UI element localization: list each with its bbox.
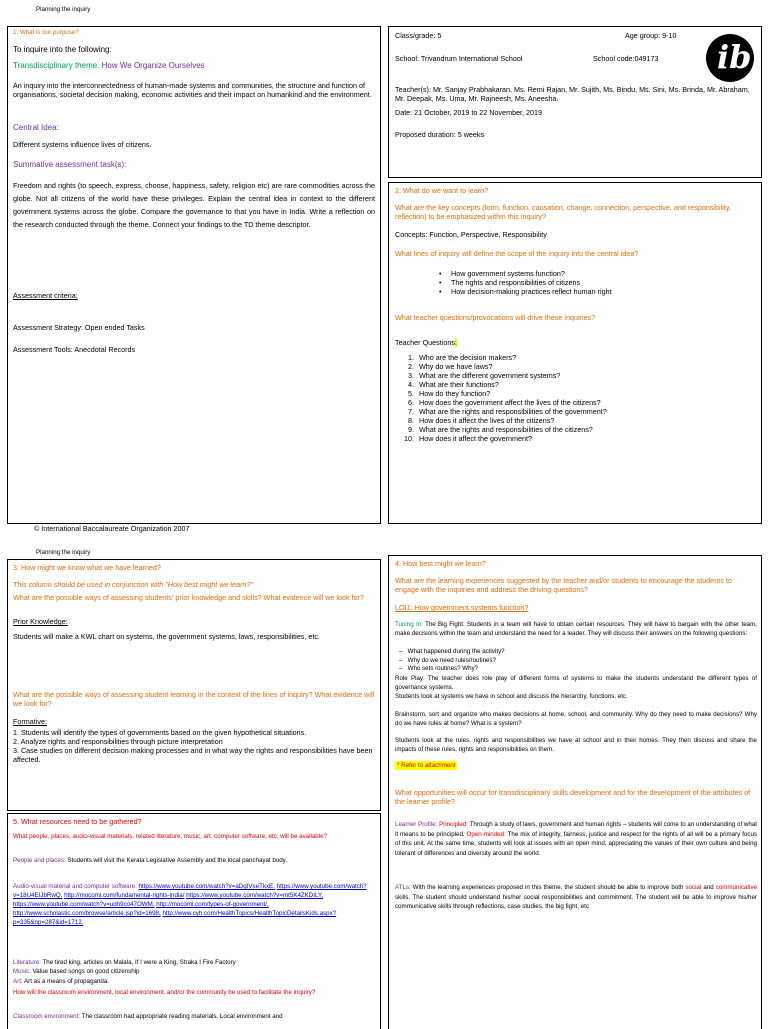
purpose-box <box>7 26 381 524</box>
atl-skills: ATLs: With the learning experiences proposed in this theme, the student should be able to improve both social and communicative skills. The student should understand his/her social responsibilities and commitment. The student will be able to improve his/her communicative skills through reflections, case studies, the big fight, etc <box>395 884 757 910</box>
section-heading: 5. What resources need to be gathered? <box>13 817 142 826</box>
resource-link[interactable]: http://mocomi.com/fundamental-rights-india/ <box>64 892 185 899</box>
resource-link[interactable]: https://www.youtube.com/watch?v=udh9co47OWM, <box>13 901 155 908</box>
section-heading: 1. What is our purpose? <box>13 29 79 36</box>
teacher-questions-prompt: What teacher questions/provocations will drive these inquiries? <box>395 313 596 322</box>
resources-question: What people, places, audio-visual materials, related literature, music, art, computer software, etc, will be available? <box>13 833 327 840</box>
list-item: 3. Case studies on different decision making processes and in what way the rights and responsibilities have been affected. <box>13 746 373 764</box>
theme-label: Transdisciplinary theme: <box>13 61 100 70</box>
list-item: 1. Who are the decision makers? <box>408 353 517 362</box>
resource-link[interactable]: http://www.scholastic.com/browse/article.jsp?id=1698, <box>13 910 161 917</box>
list-item: 2. Analyze rights and responsibilities through picture interpretation <box>13 737 223 746</box>
summative-label: Summative assessment task(s): <box>13 160 127 169</box>
learn-box <box>388 182 762 524</box>
tuning-in: Tuning In: The Big Fight: Students in a team will have to obtain certain resources. They will have to bargain with the other team, make decisions within the team and understand the need for a leader. They will discuss their answers on the following questions: <box>395 621 757 637</box>
music: Music: Value based songs on good citizenship <box>13 968 140 975</box>
av-label: Audio-visual material and computer software: <box>13 883 137 890</box>
central-idea: Different systems influence lives of citizens. <box>13 140 152 149</box>
lines-of-inquiry-question: What lines of inquiry will define the scope of the inquiry into the central idea? <box>395 249 639 258</box>
theme-description: An inquiry into the interconnectedness of human-made systems and communities, the structure and function of organisations, societal decision making, economic activities and their impact on humankind and the environment. <box>13 81 372 99</box>
list-item: 6. How does the government affect the lives of the citizens? <box>408 398 601 407</box>
proposed-duration: Proposed duration: 5 weeks <box>395 130 485 139</box>
resource-link[interactable]: https://www.youtube.com/watch?v=mt5K4ZKDILY, <box>186 892 324 899</box>
list-item: 8. How does it affect the lives of the citizens? <box>408 416 555 425</box>
lines-of-inquiry-list <box>439 269 749 296</box>
tq-colon: : <box>454 338 457 347</box>
people-places <box>13 856 375 865</box>
resource-link[interactable]: https://www.youtube.com/watch?v=18U4EIJbRwQ, <box>13 883 367 899</box>
rules-discussion: Students look at the rules, rights and responsibilities we have at school and in their homes. They then discuss and share the impacts of these rules, rights and responsibilities on them. <box>395 737 757 753</box>
concepts: Concepts: Function, Perspective, Responsibility <box>395 230 547 239</box>
list-item: • The rights and responsibilities of citizens <box>439 278 749 287</box>
resource-link[interactable]: http://www.cyh.com/HealthTopics/HealthTopicDetailsKids.aspx?p=335&np=287&id=1712. <box>13 910 337 926</box>
teacher-questions-label <box>395 338 457 347</box>
refer-attachment: * Refer to attachment <box>397 762 456 769</box>
teachers: Teacher(s): Mr. Sanjay Prabhakaran, Ms. Remi Rajan, Mr. Sujith, Ms. Bindu, Ms. Sini, Ms. Brinda, Mr. Abraham, Mr. Deepak, Ms. Uma, Mr. Rajneesh, Ms. Aneesha. <box>395 85 750 103</box>
section-heading: 3. How might we know what we have learned? <box>13 563 161 572</box>
assessing-learning-question: What are the possible ways of assessing student learning in the context of the lines of inquiry? What evidence will we look for? <box>13 690 375 708</box>
page-header: Planning the inquiry <box>36 549 91 556</box>
people-text: Students will visit the Kerala Legislative Assembly and the local panchayat body. <box>67 857 288 864</box>
list-item: 3. What are the different government systems? <box>408 371 561 380</box>
discussion-questions <box>399 648 739 674</box>
conjunction-note: This column should be used in conjunction with "How best might we learn?" <box>13 580 254 589</box>
page-header: Planning the inquiry <box>36 6 91 13</box>
brainstorm: Brainstorm, sort and organize who makes decisions at home, school, and community. Why do they need to make decisions? Why do we have rules at home? What is a system? <box>395 711 757 727</box>
formative-label: Formative: <box>13 717 47 726</box>
school-code: School code:049173 <box>593 54 659 63</box>
audio-visual <box>13 882 375 927</box>
role-play: Role Play: The teacher does role play of different forms of systems to make the students understand the different types of governance systems. <box>395 675 757 691</box>
date: Date: 21 October, 2019 to 22 November, 2019 <box>395 108 543 117</box>
list-item: • How government systems function? <box>439 269 749 278</box>
summative-task: Freedom and rights (to speech, express, choose, happiness, safety, religion etc) are rare commodities across the globe. Not all citizens of the world have these privileges. Explain the central idea in context to the different government systems across the globe. Compare the governance to that you have in India. Write a reflection on the research conducted through the theme. Connect your findings to the TD theme descriptor. <box>13 181 375 229</box>
learn-best-box <box>388 555 762 1029</box>
prior-knowledge-question: What are the possible ways of assessing students' prior knowledge and skills? What evidence will we look for? <box>13 593 364 602</box>
art: Art: Art as a means of propaganda. <box>13 978 109 985</box>
loi-heading: LOI1: How government systems function? <box>395 603 529 612</box>
list-item: 7. What are the rights and responsibilities of the government? <box>408 407 607 416</box>
learning-experiences-question: What are the learning experiences suggested by the teacher and/or students to encourage the students to engage with the inquiries and address the driving questions? <box>395 576 732 594</box>
assessment-strategy: Assessment Strategy: Open ended Tasks <box>13 323 145 332</box>
section-heading: 2. What do we want to learn? <box>395 186 489 195</box>
opportunities-question: What opportunities will occur for transdisciplinary skills development and for the development of the attributes of the learner profile? <box>395 788 751 806</box>
ib-logo-text: ib <box>717 38 752 76</box>
resources-box <box>7 813 381 1029</box>
school-name: School: Trivandrum International School <box>395 54 523 63</box>
assessment-criteria: Assessment criteria: <box>13 291 78 300</box>
central-idea-label: Central Idea: <box>13 123 59 132</box>
teacher-questions-list <box>397 353 747 443</box>
section-heading: 4. How best might we learn? <box>395 559 486 568</box>
learner-profile: Learner Profile: Principled: Through a study of laws, government and human rights – students will come to an understanding of what it means to be principled. Open-minded: The mix of integrity, fairness, justice and respect for the rights of all will be a primary focus of this unit. At the same time, students will look at issues with an open mind, appreciating the values of their own culture and being tolerant of differences and diversity around the world. <box>395 821 757 857</box>
age-group: Age group: 9-10 <box>625 31 677 40</box>
key-concepts-question: What are the key concepts (form, function, causation, change, connection, perspective, and responsibility, reflection) to be emphasized within this inquiry? <box>395 203 731 221</box>
list-item: 9. What are the rights and responsibilities of the citizens? <box>408 425 593 434</box>
ib-logo <box>706 34 754 82</box>
literature: Literature: The tired king, articles on Malala, If I were a King, Straka I Fire Factory <box>13 959 236 966</box>
list-item: 10. How does it affect the government? <box>404 434 532 443</box>
class-grade: Class/grade: 5 <box>395 31 442 40</box>
systems-in-school: Students look at systems we have in school and discuss the hierarchy, functions, etc. <box>395 693 628 700</box>
tq-label: Teacher Questions <box>395 338 455 347</box>
prior-knowledge-label: Prior Knowledge: <box>13 617 68 626</box>
list-item: – Who sets routines? Why? <box>399 665 479 672</box>
list-item: – Why do we need rules/routines? <box>399 656 497 664</box>
resource-link[interactable]: https://www.youtube.com/watch?v=aDgIVseTkxE, <box>138 883 275 890</box>
formative-list <box>13 728 375 764</box>
theme-value: How We Organize Ourselves <box>101 61 205 70</box>
list-item: 4. What are their functions? <box>408 380 499 389</box>
people-label: People and places: <box>13 857 66 864</box>
copyright-footer: © International Baccalaureate Organization 2007 <box>34 524 190 533</box>
list-item: 1. Students will identify the types of governments based on the given hypothetical situations. <box>13 728 307 737</box>
list-item: 2. Why do we have laws? <box>408 362 493 371</box>
list-item: • How decision-making practices reflect human right <box>439 287 749 296</box>
list-item: – What happened during the activity? <box>399 648 505 655</box>
classroom-environment: Classroom environment: The classroom had appropriate reading materials. Local environment and <box>13 1013 283 1020</box>
theme-line <box>13 61 205 71</box>
resource-link[interactable]: http://mocomi.com/types-of-government/, <box>156 901 269 908</box>
unit-info-box <box>388 26 762 178</box>
environment-question: How will the classroom environment, local environment, and/or the community be used to facilitate the inquiry? <box>13 989 316 996</box>
know-learned-box <box>7 559 381 811</box>
inquire-text: To inquire into the following: <box>13 45 112 54</box>
list-item: 5. How do they function? <box>408 389 491 398</box>
assessment-tools: Assessment Tools: Anecdotal Records <box>13 345 136 354</box>
prior-knowledge: Students will make a KWL chart on systems, the government systems, laws, responsibilities, etc. <box>13 632 320 641</box>
